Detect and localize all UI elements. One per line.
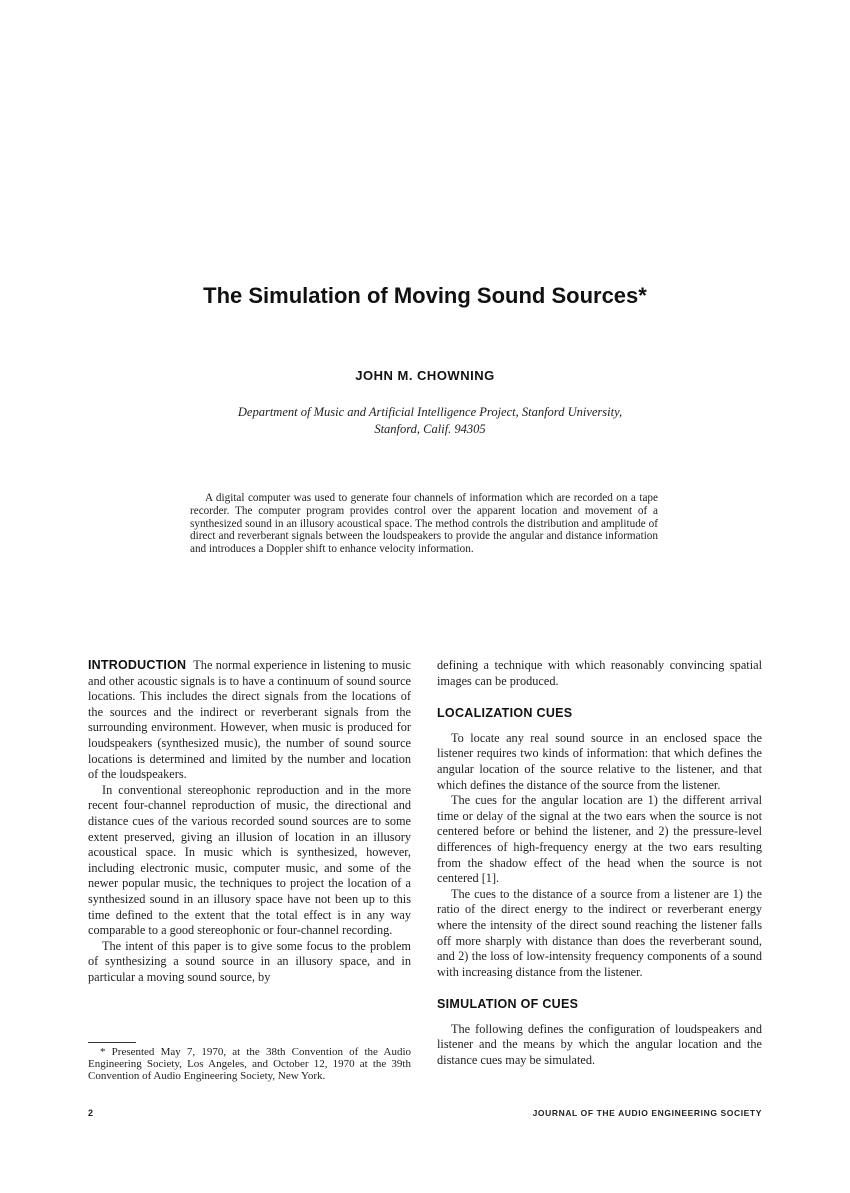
affiliation-line-2: Stanford, Calif. 94305 — [374, 422, 486, 436]
simulation-paragraph-1: The following defines the configuration of loudspeakers and listener and the means by which the angular location and the distance cues may be simulated. — [437, 1021, 762, 1068]
left-column — [88, 658, 411, 985]
abstract-text: A digital computer was used to generate four channels of information which are recorded on a tape recorder. The computer program provides control over the apparent location and movement of a synthesized sound in an illusory acoustical space. The method controls the distribution and amplitude of direct and reverberant signals between the loudspeakers to provide the angular and distance information and introduces a Doppler shift to enhance velocity information. — [190, 492, 658, 556]
simulation-of-cues-heading: SIMULATION OF CUES — [437, 997, 579, 1012]
page-number: 2 — [88, 1108, 94, 1118]
intro-paragraph-2: In conventional stereophonic reproduction and in the more recent four-channel reproduction of music, the directional and distance cues of the various recorded sound sources are to some extent preserved, giving an illusion of location in an illusory acoustical space. In music which is synthesized, however, including electronic music, computer music, and some of the newer popular music, the techniques to project the location of a synthesized sound in an illusory space have not been up to this time defined to the extent that the total effect is in any way comparable to a good stereophonic or four-channel recording. — [88, 782, 411, 938]
right-column — [437, 658, 762, 1069]
abstract — [190, 492, 658, 556]
journal-name: JOURNAL OF THE AUDIO ENGINEERING SOCIETY — [532, 1108, 762, 1118]
paper-title: The Simulation of Moving Sound Sources* — [203, 283, 647, 308]
footnote — [88, 1047, 411, 1082]
localization-cues-heading: LOCALIZATION CUES — [437, 706, 573, 721]
footnote-text: * Presented May 7, 1970, at the 38th Convention of the Audio Engineering Society, Los Angeles, and October 12, 1970 at the 39th Convention of Audio Engineering Society, New York. — [88, 1046, 411, 1082]
localization-paragraph-3: The cues to the distance of a source from a listener are 1) the ratio of the direct energy to the indirect or reverberant energy where the intensity of the direct sound reaching the listener falls off more sharply with distance than does the reverberant sound, and 2) the loss of low-intensity frequency components of a sound with increasing distance from the listener. — [437, 886, 762, 979]
footnote-rule — [88, 1042, 136, 1043]
affiliation — [190, 404, 670, 438]
localization-paragraph-1: To locate any real sound source in an enclosed space the listener requires two kinds of information: that which defines the angular location of the source relative to the listener, and that which defines the distance of the source from the listener. — [437, 730, 762, 792]
intro-paragraph-3: The intent of this paper is to give some focus to the problem of synthesizing a sound source in an illusory space, and in particular a moving sound source, by — [88, 938, 411, 984]
author-name: JOHN M. CHOWNING — [355, 368, 495, 383]
intro-continuation: defining a technique with which reasonably convincing spatial images can be produced. — [437, 658, 762, 688]
intro-paragraph-1 — [88, 658, 411, 783]
localization-paragraph-2: The cues for the angular location are 1) the different arrival time or delay of the signal at the two ears when the source is not centered before or behind the listener, and 2) the pressure-level differences of high-frequency energy at the two ears resulting from the shadow effect of the head when the source is not centered [1]. — [437, 793, 762, 886]
introduction-heading: INTRODUCTION — [88, 658, 187, 672]
intro-paragraph-1-text: The normal experience in listening to music and other acoustic signals is to have a continuum of sound source locations. This includes the direct signals from the locations of the sources and the indirect or reverberant signals from the surrounding environment. However, when music is produced for loudspeakers (synthesized music), the number of sound source locations is determined and limited by the number and location of the loudspeakers. — [88, 658, 412, 782]
affiliation-line-1: Department of Music and Artificial Intelligence Project, Stanford University, — [237, 405, 623, 419]
